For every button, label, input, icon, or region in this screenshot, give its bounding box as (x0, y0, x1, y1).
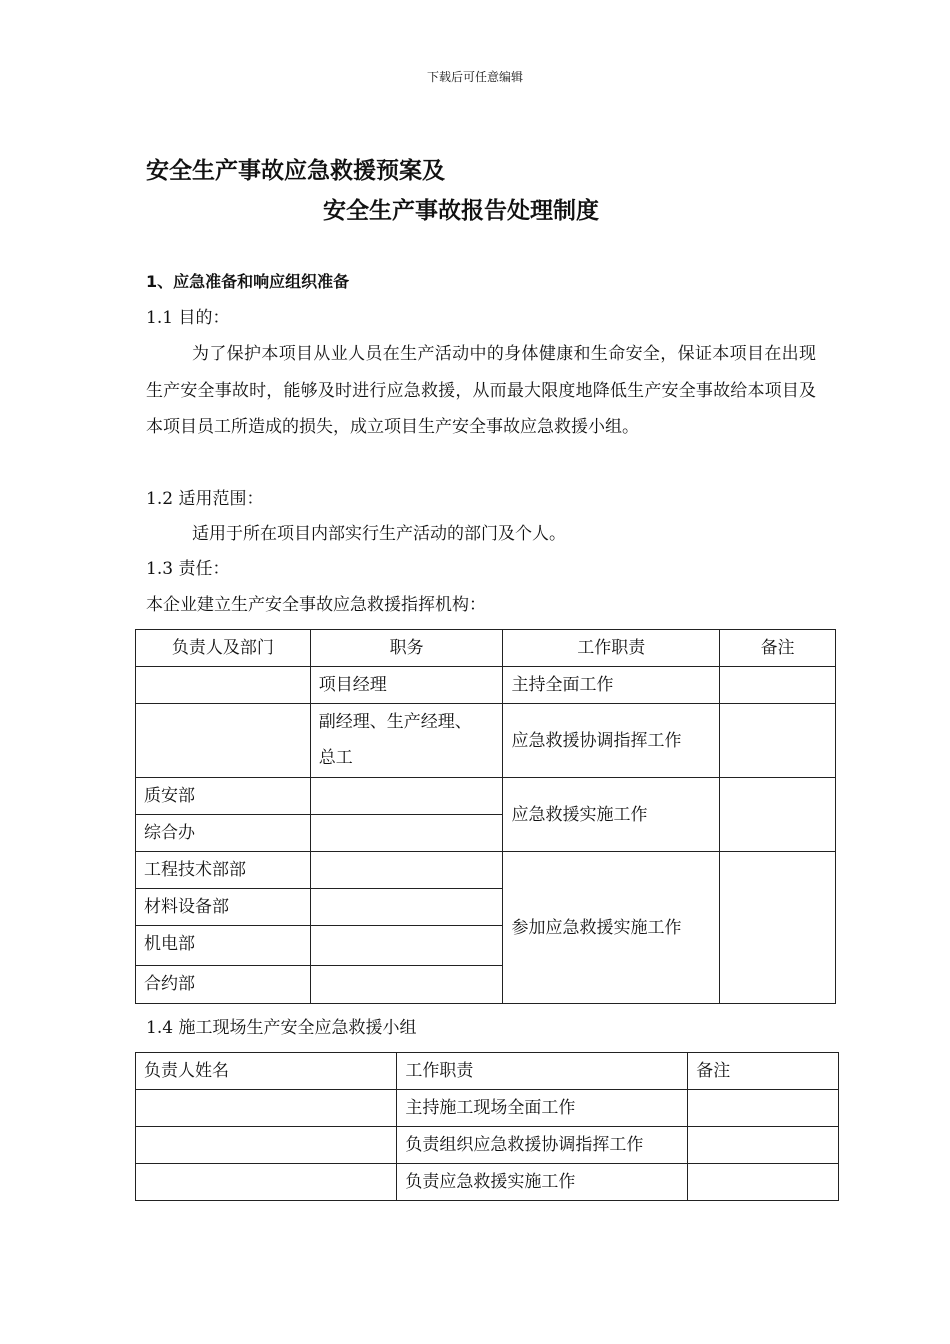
table-row (136, 1127, 839, 1164)
table-cell: 合约部 (136, 966, 311, 1004)
section1-heading: 1、应急准备和响应组织准备 (146, 272, 350, 291)
s12-body: 适用于所在项目内部实行生产活动的部门及个人。 (192, 524, 566, 544)
table-cell (310, 966, 503, 1004)
table-cell: 材料设备部 (136, 889, 311, 926)
table-cell (688, 1090, 839, 1127)
table-cell (136, 1090, 397, 1127)
table-row (136, 1164, 839, 1201)
table-cell: 质安部 (136, 778, 311, 815)
table-cell (310, 926, 503, 966)
table-cell: 主持全面工作 (503, 667, 720, 704)
table-cell (720, 852, 836, 1004)
table-row (136, 704, 836, 778)
table-header-row (136, 1053, 839, 1090)
table-cell: 参加应急救援实施工作 (503, 852, 720, 1004)
s12-heading: 1.2 适用范围： (146, 489, 264, 509)
table-cell: 工程技术部部 (136, 852, 311, 889)
table-header-cell: 工作职责 (397, 1053, 688, 1090)
table-row (136, 778, 836, 815)
rescue-team-table (135, 1052, 839, 1201)
command-structure-table (135, 629, 836, 1004)
table-header-row (136, 630, 836, 667)
s11-body: 为了保护本项目从业人员在生产活动中的身体健康和生命安全，保证本项目在出现生产安全事故时，能够及时进行应急救援，从而最大限度地降低生产安全事故给本项目及本项目员工所造成的损失，成立项目生产安全事故应急救援小组。 (146, 344, 816, 437)
document-title-line2: 安全生产事故报告处理制度 (323, 198, 599, 224)
s11-heading: 1.1 目的： (146, 308, 230, 328)
table-header-cell: 工作职责 (503, 630, 720, 667)
table-cell: 应急救援实施工作 (503, 778, 720, 852)
table-cell (136, 704, 311, 778)
table-cell (688, 1164, 839, 1201)
s14-heading: 1.4 施工现场生产安全应急救援小组 (146, 1018, 417, 1038)
table-cell: 负责组织应急救援协调指挥工作 (397, 1127, 688, 1164)
table-cell: 应急救援协调指挥工作 (503, 704, 720, 778)
table-row (136, 667, 836, 704)
table-cell (720, 667, 836, 704)
table-header-cell: 职务 (310, 630, 503, 667)
s13-heading: 1.3 责任： (146, 559, 230, 579)
table-header-cell: 负责人姓名 (136, 1053, 397, 1090)
table-cell (136, 667, 311, 704)
table-row (136, 1090, 839, 1127)
table-cell (310, 815, 503, 852)
s13-body: 本企业建立生产安全事故应急救援指挥机构： (146, 595, 486, 615)
table-cell: 负责应急救援实施工作 (397, 1164, 688, 1201)
table-cell: 副经理、生产经理、总工 (310, 704, 503, 778)
table-header-cell: 负责人及部门 (136, 630, 311, 667)
table-cell: 综合办 (136, 815, 311, 852)
table-cell (720, 704, 836, 778)
table-cell (310, 889, 503, 926)
table-cell: 项目经理 (310, 667, 503, 704)
table-cell (136, 1127, 397, 1164)
table-cell: 主持施工现场全面工作 (397, 1090, 688, 1127)
table-cell (688, 1127, 839, 1164)
table-header-cell: 备注 (688, 1053, 839, 1090)
table-header-cell: 备注 (720, 630, 836, 667)
table-row (136, 852, 836, 889)
document-title-line1: 安全生产事故应急救援预案及 (146, 158, 445, 184)
header-note: 下载后可任意编辑 (426, 70, 523, 84)
table-cell (720, 778, 836, 852)
table-cell (136, 1164, 397, 1201)
table-cell (310, 778, 503, 815)
table-cell (310, 852, 503, 889)
table-cell: 机电部 (136, 926, 311, 966)
